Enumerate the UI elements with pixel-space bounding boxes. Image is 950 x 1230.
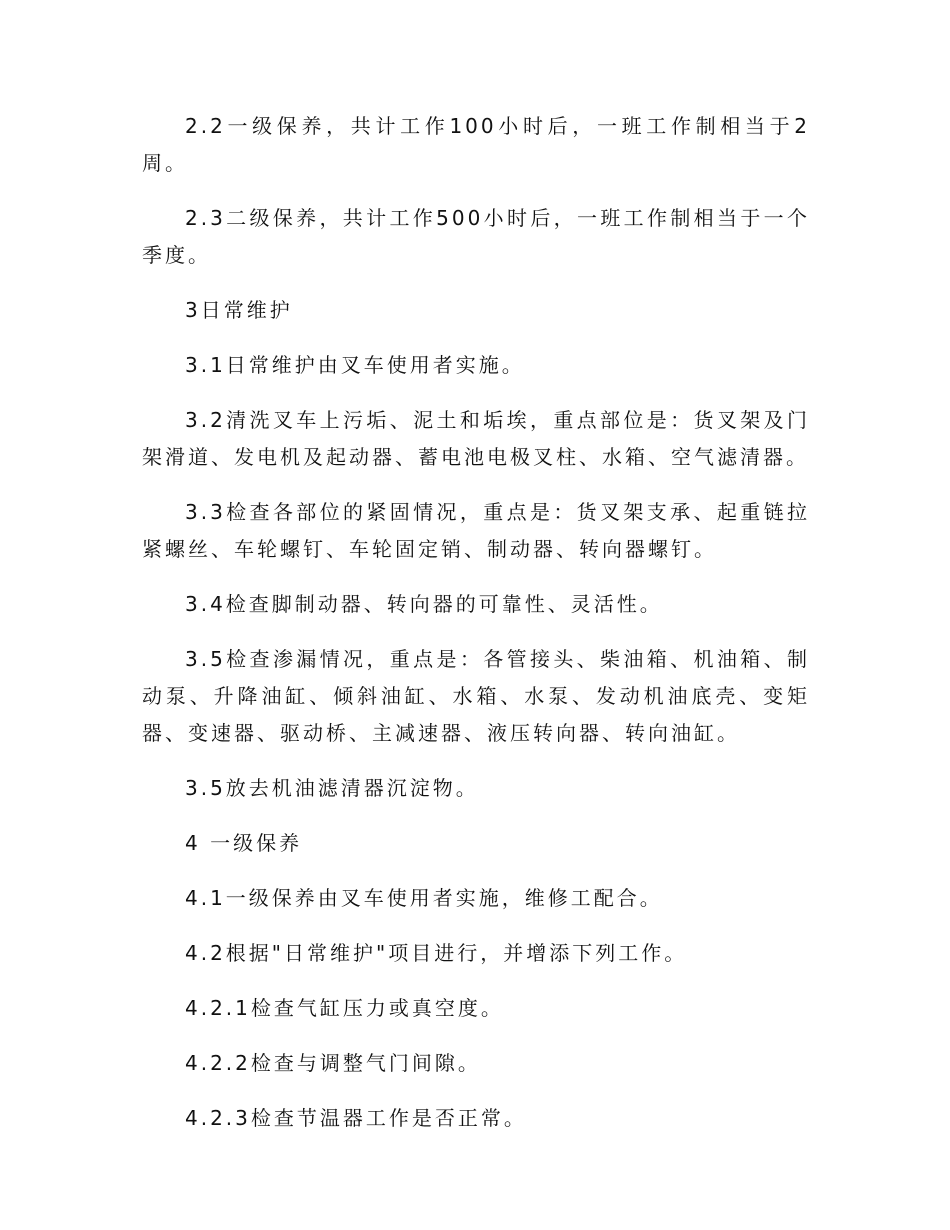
paragraph-3-5-drain-sediment: 3.5放去机油滤清器沉淀物。: [185, 776, 479, 800]
paragraph-4-1: 4.1一级保养由叉车使用者实施，维修工配合。: [185, 886, 663, 910]
document-body: [142, 108, 810, 1155]
section-heading-4: 4 一级保养: [185, 831, 303, 855]
paragraph-4-2-2: 4.2.2检查与调整气门间隙。: [185, 1051, 481, 1075]
paragraph-2-2: 2.2一级保养，共计工作100小时后，一班工作制相当于2周。: [142, 114, 810, 175]
paragraph-3-3: 3.3检查各部位的紧固情况，重点是：货叉架支承、起重链拉紧螺丝、车轮螺钉、车轮固定销、制动器、转向器螺钉。: [142, 500, 810, 561]
paragraph-4-2-1: 4.2.1检查气缸压力或真空度。: [185, 996, 504, 1020]
paragraph-3-2: 3.2清洗叉车上污垢、泥土和垢埃，重点部位是：货叉架及门架滑道、发电机及起动器、蓄电池电极叉柱、水箱、空气滤清器。: [142, 408, 810, 469]
paragraph-2-3: 2.3二级保养，共计工作500小时后，一班工作制相当于一个季度。: [142, 206, 810, 267]
section-heading-3: 3日常维护: [185, 298, 293, 322]
paragraph-4-2-3: 4.2.3检查节温器工作是否正常。: [185, 1106, 527, 1130]
paragraph-3-4: 3.4检查脚制动器、转向器的可靠性、灵活性。: [185, 592, 663, 616]
paragraph-4-2: 4.2根据"日常维护"项目进行，并增添下列工作。: [185, 941, 688, 965]
paragraph-3-1: 3.1日常维护由叉车使用者实施。: [185, 353, 525, 377]
paragraph-3-5-leak-check: 3.5检查渗漏情况，重点是：各管接头、柴油箱、机油箱、制动泵、升降油缸、倾斜油缸、水箱、水泵、发动机油底壳、变矩器、变速器、驱动桥、主减速器、液压转向器、转向油缸。: [142, 647, 810, 745]
